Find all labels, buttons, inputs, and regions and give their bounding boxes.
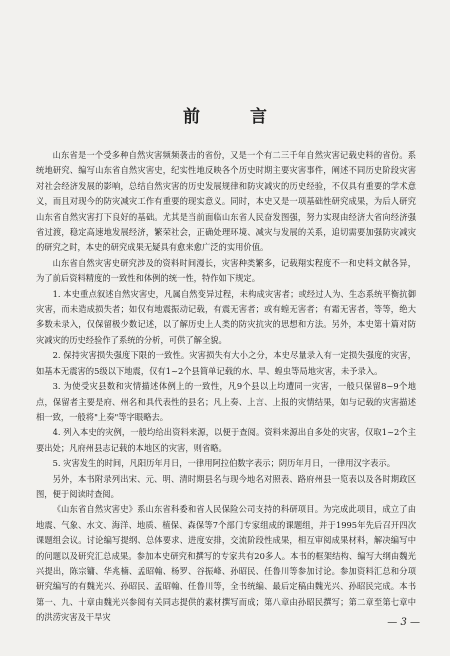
paragraph: 《山东省自然灾害史》系山东省科委和省人民保险公司支持的科研项目。为完成此项目，成立了由地震、气象、水文、海洋、地质、植保、森保等7个部门专家组成的课题组，并于1995年先后召开四次课题组会议。讨论编写提纲、总体要求、进度安排，交流阶段性成果，相互审阅成果材料，解决编写中的问题以及研究汇总成果。参加本史研究和撰写的专家共有20多人。本书的框架结构、编写大纲由魏光兴提出，陈宗镛、华兆楠、孟昭翰、杨罗、谷振峰、孙昭民、任鲁川等参加讨论。参加资料汇总和分项研究编写的有魏光兴、孙昭民、孟昭翰、任鲁川等，全书统编、最后定稿由魏光兴、孙昭民完成。本书第一、九、十章由魏光兴参阅有关同志提供的素材撰写而成；第八章由孙昭民撰写；第二章至第七章中的洪涝灾害及干旱灾 (36, 504, 416, 623)
paragraph: 山东省自然灾害史研究涉及的资料时间漫长，灾害种类繁多，记载翔实程度不一和史料文献各异，为了前后资料精度的一致性和体例的统一性，特作如下规定。 (36, 257, 416, 284)
paragraph: 1. 本史重点叙述自然灾害史，凡属自然变异过程，未构成灾害者；或经过人为、生态系统平衡抗御灾害，而未造成损失者；如仅有地震振动记载，有震无害者；或有蝗无害者；有霜无害者，等等，绝大多数未录入，仅保留极少数记述，以了解历史上人类的防灾抗灾的思想和方法。另外，本史第十篇对防灾减灾的历史经验作了系统的分析，可供了解全貌。 (36, 288, 416, 345)
page-title: 前 言 (183, 107, 289, 127)
document-body (36, 148, 416, 626)
paragraph: 山东省是一个受多种自然灾害频频袭击的省份，又是一个有二三千年自然灾害记载史料的省份。系统地研究、编写山东省自然灾害史，纪实性地反映各个历史时期主要灾害事件，阐述不同历史阶段灾害对社会经济发展的影响，总结自然灾害的历史发展规律和防灾减灾的历史经验，不仅具有重要的学术意义，而且对现今的防灾减灾工作有重要的现实意义。同时，本史又是一项基础性研究成果，为后人研究山东省自然灾害打下良好的基础。尤其是当前面临山东省人民奋发图强，努力实现由经济大省向经济强省过渡，稳定高速地发展经济，繁荣社会，正确处理环境、减灾与发展的关系，追切需要加强防灾减灾的研究之时，本史的研究成果无疑具有愈来愈广泛的实用价值。 (36, 150, 416, 253)
paragraph: 另外，本书附录列出宋、元、明、清时期县名与现今地名对照表、路府州县一览表以及各时期政区图，便于阅读时查阅。 (36, 473, 416, 499)
paragraph: 5. 灾害发生的时间，凡阳历年月日，一律用阿拉伯数字表示；阴历年月日，一律用汉字表示。 (52, 458, 396, 469)
paragraph: 3. 为使受灾县数和灾情描述体例上的一致性，凡9个县以上均遭同一灾害，一般只保留8~9个地点，保留者主要是府、州名和具代表性的县名；凡上奏、上言、上报的灾情结果，如与记载的灾害描述相一致，一般将"上奏"等字眼略去。 (36, 381, 416, 422)
page-number: — 3 — (387, 617, 420, 628)
paragraph: 4. 列入本史的灾例，一般均给出资料来源，以便于查阅。资料来源出自多处的灾害，仅取1~2个主要出处；凡府州县志记载的本地区的灾害，则省略。 (36, 427, 416, 453)
paragraph: 2. 保持灾害损失强度下限的一致性。灾害损失有大小之分，本史尽量录入有一定损失强度的灾害，如基本无震害的5级以下地震，仅有1~2个县简单记载的水、旱、蝗虫等局地灾害，未予录入。 (36, 350, 416, 376)
